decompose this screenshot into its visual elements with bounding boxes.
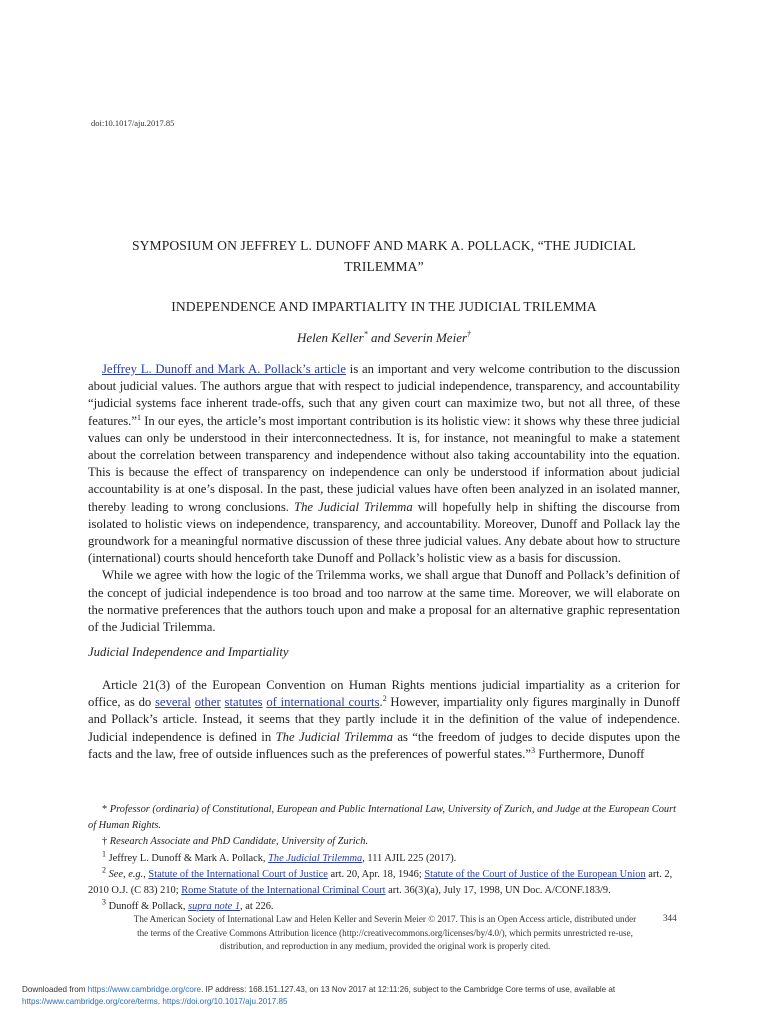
footnote-1-text-a: Jeffrey L. Dunoff & Mark A. Pollack, [106,852,269,864]
footnote-star-mark: * [102,804,110,815]
footnote-3-text-a: Dunoff & Pollack, [106,901,189,913]
footnote-1-link-text: The Judicial Trilemma [268,852,363,864]
section-body [88,677,680,763]
intro-section [88,361,680,636]
footnote-dagger [88,834,680,850]
paragraph-1-text-c: will hopefully help in shifting the discourse from isolated to holistic views on independence, transparency, and accountability. Moreover, Dunoff and Pollack lay the groundwork for a meaningful normative discussion of these three judicial values. Any debate about how to structure (international) courts should henceforth take Dunoff and Pollack’s holistic view as a basis for discussion. [88,499,680,566]
cambridge-terms-link[interactable]: https://www.cambridge.org/core/terms [22,996,158,1006]
footnote-2-text-c: art. 36(3)(a), July 17, 1998, UN Doc. A/CONF.183/9. [385,885,611,897]
supra-note-link[interactable] [188,901,240,912]
other-link[interactable]: other [194,695,221,710]
page-number: 344 [663,913,677,923]
paragraph-3-text-d: Furthermore, Dunoff [535,746,645,761]
footnote-2 [88,867,680,899]
cjeu-statute-link[interactable]: Statute of the Court of Justice of the European Union [424,868,646,880]
footnote-2-number: 2 [102,865,106,875]
footnote-2-comma: , [143,868,149,880]
download-text-a: Downloaded from [22,985,88,994]
section-heading: Judicial Independence and Impartiality [88,645,289,659]
paragraph-1-emphasis: The Judicial Trilemma [294,499,413,514]
download-notice [22,984,742,1007]
cambridge-core-link[interactable]: https://www.cambridge.org/core [87,985,202,994]
download-text-b: . IP address: 168.151.127.43, on 13 Nov 2017 at 12:11:26, subject to the Cambridge Core terms of use, available at [201,985,616,994]
footnote-dagger-mark: † [102,836,110,848]
footnote-ref-2[interactable]: 2 [382,693,387,703]
paragraph-3-text-a: Article 21(3) of the European Convention on Human Rights mentions judicial impartiality as a criterion for office, as do [88,678,680,710]
rome-statute-link[interactable]: Rome Statute of the International Criminal Court [181,885,386,897]
doi-line: doi:10.1017/aju.2017.85 [91,118,175,128]
dunoff-pollack-article-link[interactable]: Jeffrey L. Dunoff and Mark A. Pollack’s article [102,362,347,376]
paragraph-3-text-c: as “the freedom of judges to decide disputes upon the facts and the law, free of outside influences such as the preferences of powerful states.” [88,729,680,761]
paragraph-2: While we agree with how the logic of the Trilemma works, we shall argue that Dunoff and Pollack’s definition of the concept of judicial independence is too broad and too narrow at the same time. Moreover, we will elaborate on the normative preferences that the authors touch upon and make a proposal for an alternative graphic representation of the Judicial Trilemma. [88,568,680,635]
author-line [100,330,668,346]
paragraph-3-period: . [379,695,383,710]
footnote-2-signal: See, e.g. [106,868,144,880]
paragraph-1-text-a: is an important and very welcome contribution to the discussion about judicial values. The authors argue that with respect to judicial independence, transparency, and accountability “judicial systems face inherent trade-offs, such that any given court can maximize two, but not all three, of these features.” [88,362,680,428]
footnote-star [88,802,680,834]
article-title: INDEPENDENCE AND IMPARTIALITY IN THE JUDICIAL TRILEMMA [171,299,597,314]
footnote-ref-3[interactable]: 3 [531,745,536,755]
paragraph-1 [88,361,680,567]
footnotes [88,802,680,915]
statutes-link[interactable]: statutes [224,695,263,710]
paragraph-3-text-b: However, impartiality only figures marginally in Dunoff and Pollack’s article. Instead, it seems that they partly include it in the definition of the value of independence. Judicial independence is defined in [88,695,681,744]
doi-link[interactable]: https://doi.org/10.1017/aju.2017.85 [162,996,288,1006]
footnote-star-text: Professor (ordinaria) of Constitutional, European and Public International Law, University of Zurich, and Judge at the European Court of Human Rights. [88,804,677,832]
supra-note-link-text: supra note 1 [188,901,241,913]
several-link[interactable]: several [155,695,191,710]
footnote-1-judicial-trilemma-link[interactable] [268,853,362,864]
footnote-ref-1[interactable]: 1 [136,412,141,422]
international-courts-link[interactable]: of international courts [266,695,380,710]
symposium-title: SYMPOSIUM ON JEFFREY L. DUNOFF AND MARK A. POLLACK, “THE JUDICIAL TRILEMMA” [131,238,637,274]
footnote-3-number: 3 [102,897,106,907]
paragraph-3 [88,677,680,763]
footnote-1 [88,851,680,867]
footnote-2-text-a: art. 20, Apr. 18, 1946; [327,868,425,880]
author-mark-dagger: † [467,329,472,339]
paragraph-1-text-b: In our eyes, the article’s most important contribution is its holistic view: it shows why these three judicial values can only be understood in their interconnectedness. It is, for instance, not meaningful to make a statement about the correlation between transparency and independence without also taking accountability into the equation. This is because the effect of transparency on independence can only be understood if information about judicial accountability is at one’s disposal. In the past, these judicial values have often been analyzed in an isolated manner, thereby leading to wrong conclusions. [88,413,680,514]
license-notice: The American Society of International Law and Helen Keller and Severin Meier © 2017. This is an Open Access article, distributed under the terms of the Creative Commons Attribution licence (http://creativecommons.org/licenses/by/4.0/), which permits unrestricted re-use, distribution, and reproduction in any medium, provided the original work is properly cited. [133,914,637,952]
author-mark-star: * [363,329,368,339]
author-name-meier: Severin Meier [393,330,468,345]
author-name-keller: Helen Keller [296,330,364,345]
download-text-c: . [157,996,163,1006]
footnote-3-text-b: , at 226. [240,901,274,913]
paragraph-3-emphasis: The Judicial Trilemma [275,729,393,744]
footnote-2-text-b: art. 2, 2010 O.J. (C 83) 210; [88,868,673,897]
author-separator: and [367,330,394,345]
footnote-1-text-b: , 111 AJIL 225 (2017). [362,852,457,864]
footnote-1-number: 1 [102,849,106,859]
icj-statute-link[interactable]: Statute of the International Court of Justice [148,868,328,880]
footnote-dagger-text: Research Associate and PhD Candidate, University of Zurich. [109,836,369,848]
